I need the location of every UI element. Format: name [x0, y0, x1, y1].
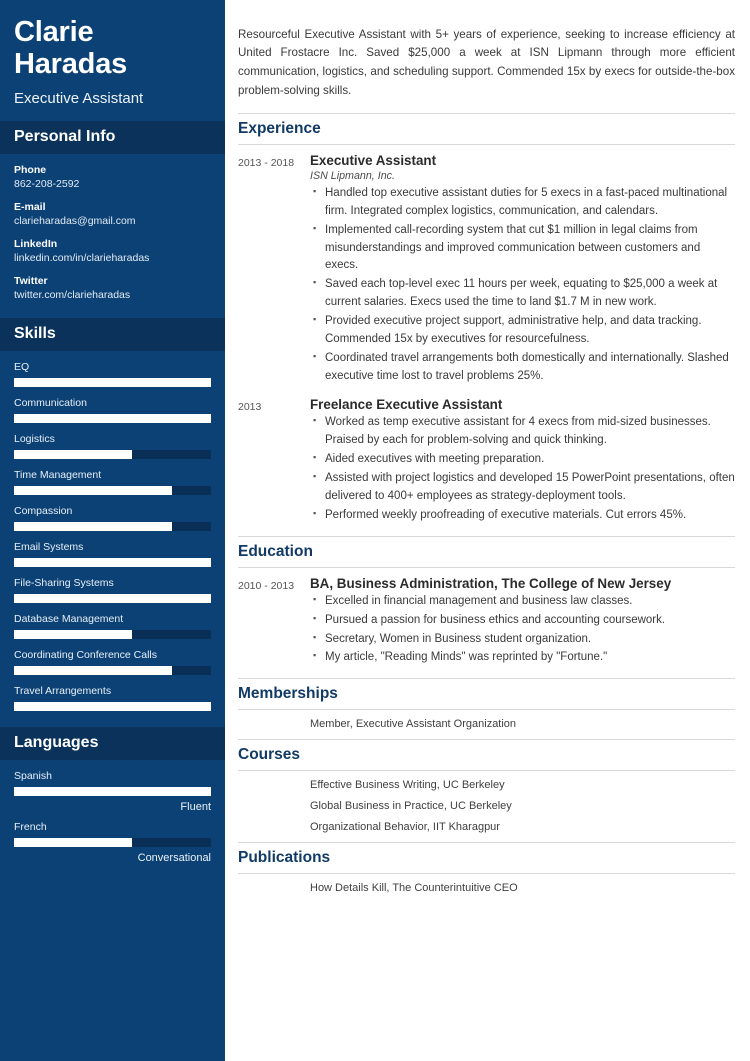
skill-label: Email Systems [14, 540, 84, 553]
contact-value[interactable]: twitter.com/clarieharadas [14, 288, 131, 301]
skill-item [14, 469, 211, 495]
experience-entry [238, 153, 735, 387]
sidebar [0, 0, 225, 1061]
skill-item [14, 541, 211, 567]
skills-list [0, 351, 225, 727]
contact-label: Phone [14, 163, 47, 176]
skill-bar-fill [14, 414, 211, 423]
languages-band [0, 727, 225, 760]
bullet-item: ▪ Secretary, Women in Business student organization. [325, 631, 735, 649]
contact-value[interactable]: clarieharadas@gmail.com [14, 214, 136, 227]
skill-bar-track [14, 450, 211, 459]
bullet-item: ▪ Handled top executive assistant duties for 5 execs in a fast-paced multinational firm. Integrated complex logistics, communication, and calendars. [325, 185, 735, 221]
skill-bar-fill [14, 378, 211, 387]
entry-dates-spacer [238, 718, 310, 730]
skill-label: Travel Arrangements [14, 684, 112, 697]
entry-bullets [310, 593, 735, 668]
language-label: Spanish [14, 769, 52, 782]
language-proficiency: Conversational [137, 851, 211, 864]
section-education [238, 536, 735, 669]
contact-item-linkedin [14, 238, 211, 264]
course-item [238, 800, 735, 812]
candidate-last-name: Haradas [14, 48, 128, 81]
entry-company: ISN Lipmann, Inc. [310, 169, 395, 182]
languages-list [0, 760, 225, 878]
professional-summary: Resourceful Executive Assistant with 5+ years of experience, seeking to increase efficiency at United Frostacre Inc. Saved $25,000 a week at ISN Lipmann through more efficient communication, logistics, and scheduling support. Commended 15x by execs for outside-the-box problem-solving skills. [238, 27, 735, 97]
course-item [238, 821, 735, 833]
language-bar-track [14, 838, 211, 847]
membership-text: Member, Executive Assistant Organization [310, 718, 517, 731]
skill-bar-fill [14, 522, 172, 531]
contact-value[interactable]: linkedin.com/in/clarieharadas [14, 251, 150, 264]
contact-item-twitter [14, 275, 211, 301]
contact-value[interactable]: 862-208-2592 [14, 177, 80, 190]
skill-label: Database Management [14, 612, 124, 625]
entry-bullets [310, 414, 735, 525]
course-item [238, 779, 735, 791]
contact-item-email [14, 201, 211, 227]
personal-info-list [0, 154, 225, 318]
entry-body [310, 397, 735, 526]
skill-label: Time Management [14, 468, 102, 481]
skill-item [14, 685, 211, 711]
skill-bar-track [14, 666, 211, 675]
skill-bar-track [14, 486, 211, 495]
language-bar-fill [14, 838, 132, 847]
skill-bar-track [14, 702, 211, 711]
language-label: French [14, 820, 47, 833]
bullet-item: ▪ Coordinated travel arrangements both domestically and internationally. Slashed executive time lost to travel problems 25%. [325, 350, 735, 386]
section-experience [238, 113, 735, 526]
bullet-item: ▪ Implemented call-recording system that cut $1 million in legal claims from misunderstandings and improved communication between customers and execs. [325, 222, 735, 276]
main-content [225, 0, 750, 1061]
section-heading-education: Education [238, 536, 735, 568]
name-block [0, 0, 225, 121]
entry-bullets [310, 185, 735, 386]
personal-info-heading: Personal Info [14, 127, 116, 145]
course-text: Organizational Behavior, IIT Kharagpur [310, 821, 500, 834]
bullet-item: ▪ My article, "Reading Minds" was reprinted by "Fortune." [325, 649, 735, 667]
skill-bar-track [14, 414, 211, 423]
languages-heading: Languages [14, 733, 99, 751]
skill-label: File-Sharing Systems [14, 576, 114, 589]
candidate-first-name: Clarie [14, 16, 94, 48]
publication-text: How Details Kill, The Counterintuitive CEO [310, 882, 518, 895]
entry-title: BA, Business Administration, The College of New Jersey [310, 575, 672, 591]
skill-bar-fill [14, 558, 211, 567]
section-heading-memberships: Memberships [238, 678, 735, 710]
skill-item [14, 505, 211, 531]
skill-bar-track [14, 378, 211, 387]
skill-bar-fill [14, 594, 211, 603]
entry-dates: 2013 [238, 401, 262, 414]
entry-title: Freelance Executive Assistant [310, 397, 503, 413]
skill-bar-fill [14, 666, 172, 675]
skill-bar-fill [14, 702, 211, 711]
entry-body [310, 153, 735, 387]
entry-dates-spacer [238, 882, 310, 894]
skill-label: EQ [14, 360, 30, 373]
skill-label: Coordinating Conference Calls [14, 648, 157, 661]
section-heading-publications: Publications [238, 842, 735, 874]
skill-item [14, 613, 211, 639]
bullet-item: ▪ Pursued a passion for business ethics and accounting coursework. [325, 612, 735, 630]
entry-body [310, 576, 735, 669]
contact-label: Twitter [14, 274, 48, 287]
entry-dates-spacer [238, 779, 310, 791]
entry-dates-spacer [238, 821, 310, 833]
skill-item [14, 397, 211, 423]
skills-heading: Skills [14, 324, 56, 342]
bullet-item: ▪ Excelled in financial management and business law classes. [325, 593, 735, 611]
education-entry [238, 576, 735, 669]
skill-bar-fill [14, 630, 132, 639]
bullet-item: ▪ Worked as temp executive assistant for 4 execs from mid-sized businesses. Praised by each for problem-solving and quick thinking. [325, 414, 735, 450]
section-memberships [238, 678, 735, 730]
entry-dates: 2013 - 2018 [238, 156, 295, 169]
experience-entry [238, 397, 735, 526]
bullet-item: ▪ Aided executives with meeting preparation. [325, 451, 735, 469]
skill-bar-track [14, 594, 211, 603]
publication-item [238, 882, 735, 894]
skill-item [14, 361, 211, 387]
entry-dates: 2010 - 2013 [238, 579, 295, 592]
personal-info-band [0, 121, 225, 154]
bullet-item: ▪ Performed weekly proofreading of executive materials. Cut errors 45%. [325, 507, 735, 525]
candidate-job-title: Executive Assistant [14, 89, 144, 107]
language-proficiency: Fluent [180, 800, 211, 813]
contact-item-phone [14, 164, 211, 190]
skill-label: Communication [14, 396, 87, 409]
skill-bar-track [14, 522, 211, 531]
section-heading-experience: Experience [238, 113, 735, 145]
course-text: Global Business in Practice, UC Berkeley [310, 800, 512, 813]
language-item [14, 770, 211, 813]
skills-band [0, 318, 225, 351]
entry-title: Executive Assistant [310, 152, 437, 168]
skill-label: Compassion [14, 504, 73, 517]
course-text: Effective Business Writing, UC Berkeley [310, 779, 505, 792]
language-bar-fill [14, 787, 211, 796]
bullet-item: ▪ Saved each top-level exec 11 hours per week, equating to $25,000 a week at current salaries. Execs used the time to land $1.7 M in new work. [325, 276, 735, 312]
language-bar-track [14, 787, 211, 796]
bullet-item: ▪ Provided executive project support, administrative help, and data tracking. Commended 15x by executives for resourcefulness. [325, 313, 735, 349]
bullet-item: ▪ Assisted with project logistics and developed 15 PowerPoint presentations, often delivered to 400+ employees as strategy-deployment tools. [325, 470, 735, 506]
skill-bar-fill [14, 486, 172, 495]
language-item [14, 821, 211, 864]
skill-item [14, 577, 211, 603]
skill-bar-track [14, 630, 211, 639]
membership-item [238, 718, 735, 730]
candidate-name [14, 16, 211, 81]
section-heading-courses: Courses [238, 739, 735, 771]
contact-label: E-mail [14, 200, 46, 213]
entry-dates-spacer [238, 800, 310, 812]
skill-label: Logistics [14, 432, 55, 445]
contact-label: LinkedIn [14, 237, 58, 250]
skill-item [14, 433, 211, 459]
skill-bar-track [14, 558, 211, 567]
skill-item [14, 649, 211, 675]
section-courses [238, 739, 735, 833]
section-publications [238, 842, 735, 894]
skill-bar-fill [14, 450, 132, 459]
